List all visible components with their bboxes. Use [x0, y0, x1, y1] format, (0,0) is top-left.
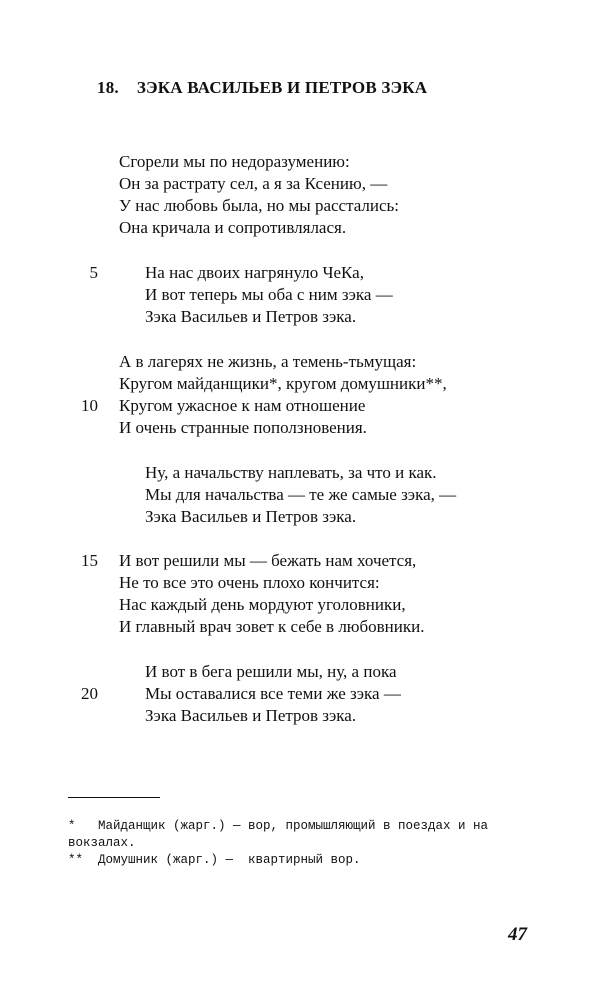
poem-heading — [97, 78, 427, 98]
poem-title: ЗЭКА ВАСИЛЬЕВ И ПЕТРОВ ЗЭКА — [136, 78, 428, 97]
poem-line: И вот решили мы — бежать нам хочется, — [119, 551, 417, 570]
poem-line: А в лагерях не жизнь, а темень-тьмущая: — [119, 352, 417, 371]
poem-line: И очень странные поползновения. — [119, 418, 367, 437]
poem-line: Мы оставалися все теми же зэка — — [145, 684, 401, 703]
line-number: 10 — [81, 396, 98, 415]
poem-line: Нас каждый день мордуют уголовники, — [119, 595, 406, 614]
poem-line: И главный врач зовет к себе в любовники. — [119, 617, 425, 636]
footnote-divider — [68, 797, 160, 798]
poem-line: И вот в бега решили мы, ну, а пока — [145, 662, 397, 681]
poem-line: Мы для начальства — те же самые зэка, — — [145, 485, 457, 504]
footnote-text: Домушник (жарг.) — квартирный вор. — [98, 853, 361, 867]
poem-line: Она кричала и сопротивлялася. — [119, 218, 347, 237]
poem-line: Он за растрату сел, а я за Ксению, — — [119, 174, 388, 193]
line-number: 5 — [89, 263, 98, 282]
footnote — [68, 852, 361, 869]
poem-number: 18. — [97, 78, 119, 97]
page-number: 47 — [508, 924, 527, 945]
footnote-text: Майданщик (жарг.) — вор, промышляющий в поездах и на — [98, 819, 489, 833]
poem-line: Зэка Васильев и Петров зэка. — [145, 706, 357, 725]
poem-line: На нас двоих нагрянуло ЧеКа, — [145, 263, 364, 282]
footnote — [68, 818, 488, 835]
poem-line: Сгорели мы по недоразумению: — [119, 152, 350, 171]
footnote-continuation: вокзалах. — [68, 836, 136, 850]
poem-line: И вот теперь мы оба с ним зэка — — [145, 285, 393, 304]
poem-line: У нас любовь была, но мы расстались: — [119, 196, 400, 215]
footnote-mark: ** — [68, 853, 84, 867]
poem-line: Не то все это очень плохо кончится: — [119, 573, 380, 592]
poem-line: Кругом ужасное к нам отношение — [119, 396, 366, 415]
footnote-mark: * — [68, 819, 76, 833]
poem-line: Зэка Васильев и Петров зэка. — [145, 507, 357, 526]
line-number: 15 — [81, 551, 98, 570]
poem-line: Ну, а начальству наплевать, за что и как. — [145, 463, 437, 482]
poem-line: Кругом майданщики*, кругом домушники**, — [119, 374, 447, 393]
line-number: 20 — [81, 684, 98, 703]
poem-line: Зэка Васильев и Петров зэка. — [145, 307, 357, 326]
